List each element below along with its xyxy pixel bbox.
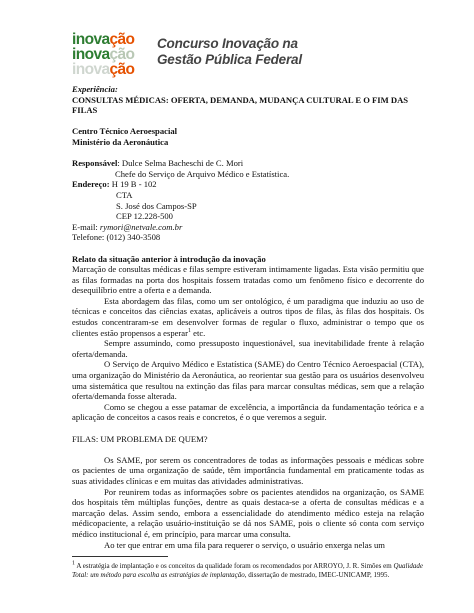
- logo-wordmark-line: inovação: [72, 61, 135, 78]
- responsavel-role: Chefe do Serviço de Arquivo Médico e Estatística.: [115, 168, 290, 179]
- endereco-line: [72, 179, 424, 190]
- org-name: Centro Técnico Aeroespacial: [72, 126, 178, 137]
- email-label: E-mail:: [72, 221, 100, 232]
- responsavel-line: [72, 158, 424, 169]
- logo-title-line1: Concurso Inovação na: [157, 36, 298, 51]
- section2-paragraph: Os SAME, por serem os concentradores de todas as informações pessoais e médicas sobre os pacientes de uma organização de saúde, têm importância fundamental em praticamente todas as suas atividades clínicas e em muitas das atividades administrativas.: [72, 454, 424, 486]
- responsavel-value: : Dulce Selma Bacheschi de C. Mori: [117, 158, 244, 169]
- footnote: [72, 556, 424, 579]
- experience-label: Experiência:: [72, 84, 118, 94]
- section1-paragraph: Marcação de consultas médicas e filas sempre estiveram intimamente ligadas. Esta visão permitiu que as filas formadas na porta dos hospitais fossem tratadas como um fenômeno físico e decorrente do desequilíbrio entre a oferta e a demanda.: [72, 264, 424, 296]
- endereco-line3: S. José dos Campos-SP: [116, 200, 197, 211]
- email-link[interactable]: rymori@netvale.com.br: [99, 221, 183, 232]
- endereco-value: H 19 B - 102: [109, 179, 157, 190]
- email-line: [72, 222, 424, 233]
- endereco-line4: CEP 12.228-500: [116, 211, 173, 222]
- section2-heading: FILAS: UM PROBLEMA DE QUEM?: [72, 433, 208, 444]
- logo-wordmark-stack: [72, 32, 154, 77]
- contest-logo: [72, 0, 424, 84]
- phone-line: Telefone: (012) 340-3508: [72, 232, 161, 243]
- logo-title-line2: Gestão Pública Federal: [157, 52, 302, 67]
- document-title: CONSULTAS MÉDICAS: OFERTA, DEMANDA, MUDANÇA CULTURAL E O FIM DAS FILAS: [72, 94, 409, 116]
- section1-paragraph: Como se chegou a esse patamar de excelência, a importância da fundamentação teórica e a aplicação de conceitos a casos reais e concretos, é o que veremos a seguir.: [72, 401, 424, 423]
- org-ministry: Ministério da Aeronáutica: [72, 136, 169, 147]
- footnote-ref[interactable]: 1: [187, 327, 191, 334]
- footnote-number: 1: [72, 560, 75, 567]
- footnote-text: $^1$ A estratégia de implantação e os conceitos da qualidade foram os recomendados por ARROYO, J. R. Simões em Qualidade Total: um método para escolha as estratégias de implantação, dissertação de mestrado, IMEC-UNICAMP, 1995.: [72, 560, 423, 579]
- endereco-line2: CTA: [116, 189, 133, 200]
- responsavel-label: Responsável: [72, 158, 118, 169]
- logo-wordmark-line: inovação: [72, 31, 135, 48]
- section1-paragraph: O Serviço de Arquivo Médico e Estatística (SAME) do Centro Técnico Aeroespacial (CTA), uma organização do Ministério da Aeronáutica, ao reorientar sua gestão para os usuários desenvolveu uma sistemática que resultou na extinção das filas para marcar consultas médicas, sem que a relação oferta/demanda fosse alterada.: [72, 359, 424, 402]
- logo-title: [157, 36, 302, 68]
- section2-paragraph: Por reunirem todas as informações sobre os pacientes atendidos na organização, os SAME dos hospitais têm múltiplas funções, dentre as quais destaca-se a oferta de consultas médicas e a marcação delas. Assim sendo, embora a essencialidade do atendimento médico esteja na relação médicopaciente, a relação usuário-instituição se dá nos SAME, pois o cliente só conta com serviço médico institucional é, em princípio, para marcar uma consulta.: [72, 486, 424, 539]
- section1-paragraph: Sempre assumindo, como pressuposto inquestionável, sua inevitabilidade frente à relação oferta/demanda.: [72, 338, 424, 359]
- logo-wordmark-line: inovação: [72, 46, 135, 63]
- section1-heading: Relato da situação anterior à introdução da inovação: [72, 253, 266, 264]
- footnote-rule: [72, 556, 168, 557]
- section1-paragraph: Esta abordagem das filas, como um ser ontológico, é um paradigma que induziu ao uso de técnicas e conceitos das ciências exatas, aplicáveis a outros tipos de filas, às filas dos hospitais. Os estudos concentraram-se em desenvolver formas de regular o fluxo, administrar o tempo que os clientes estão propensos a esperar$^1$ etc.: [72, 295, 424, 338]
- section2-paragraph: Ao ter que entrar em uma fila para requerer o serviço, o usuário enxerga nelas um: [104, 539, 385, 550]
- endereco-label: Endereço:: [72, 179, 110, 190]
